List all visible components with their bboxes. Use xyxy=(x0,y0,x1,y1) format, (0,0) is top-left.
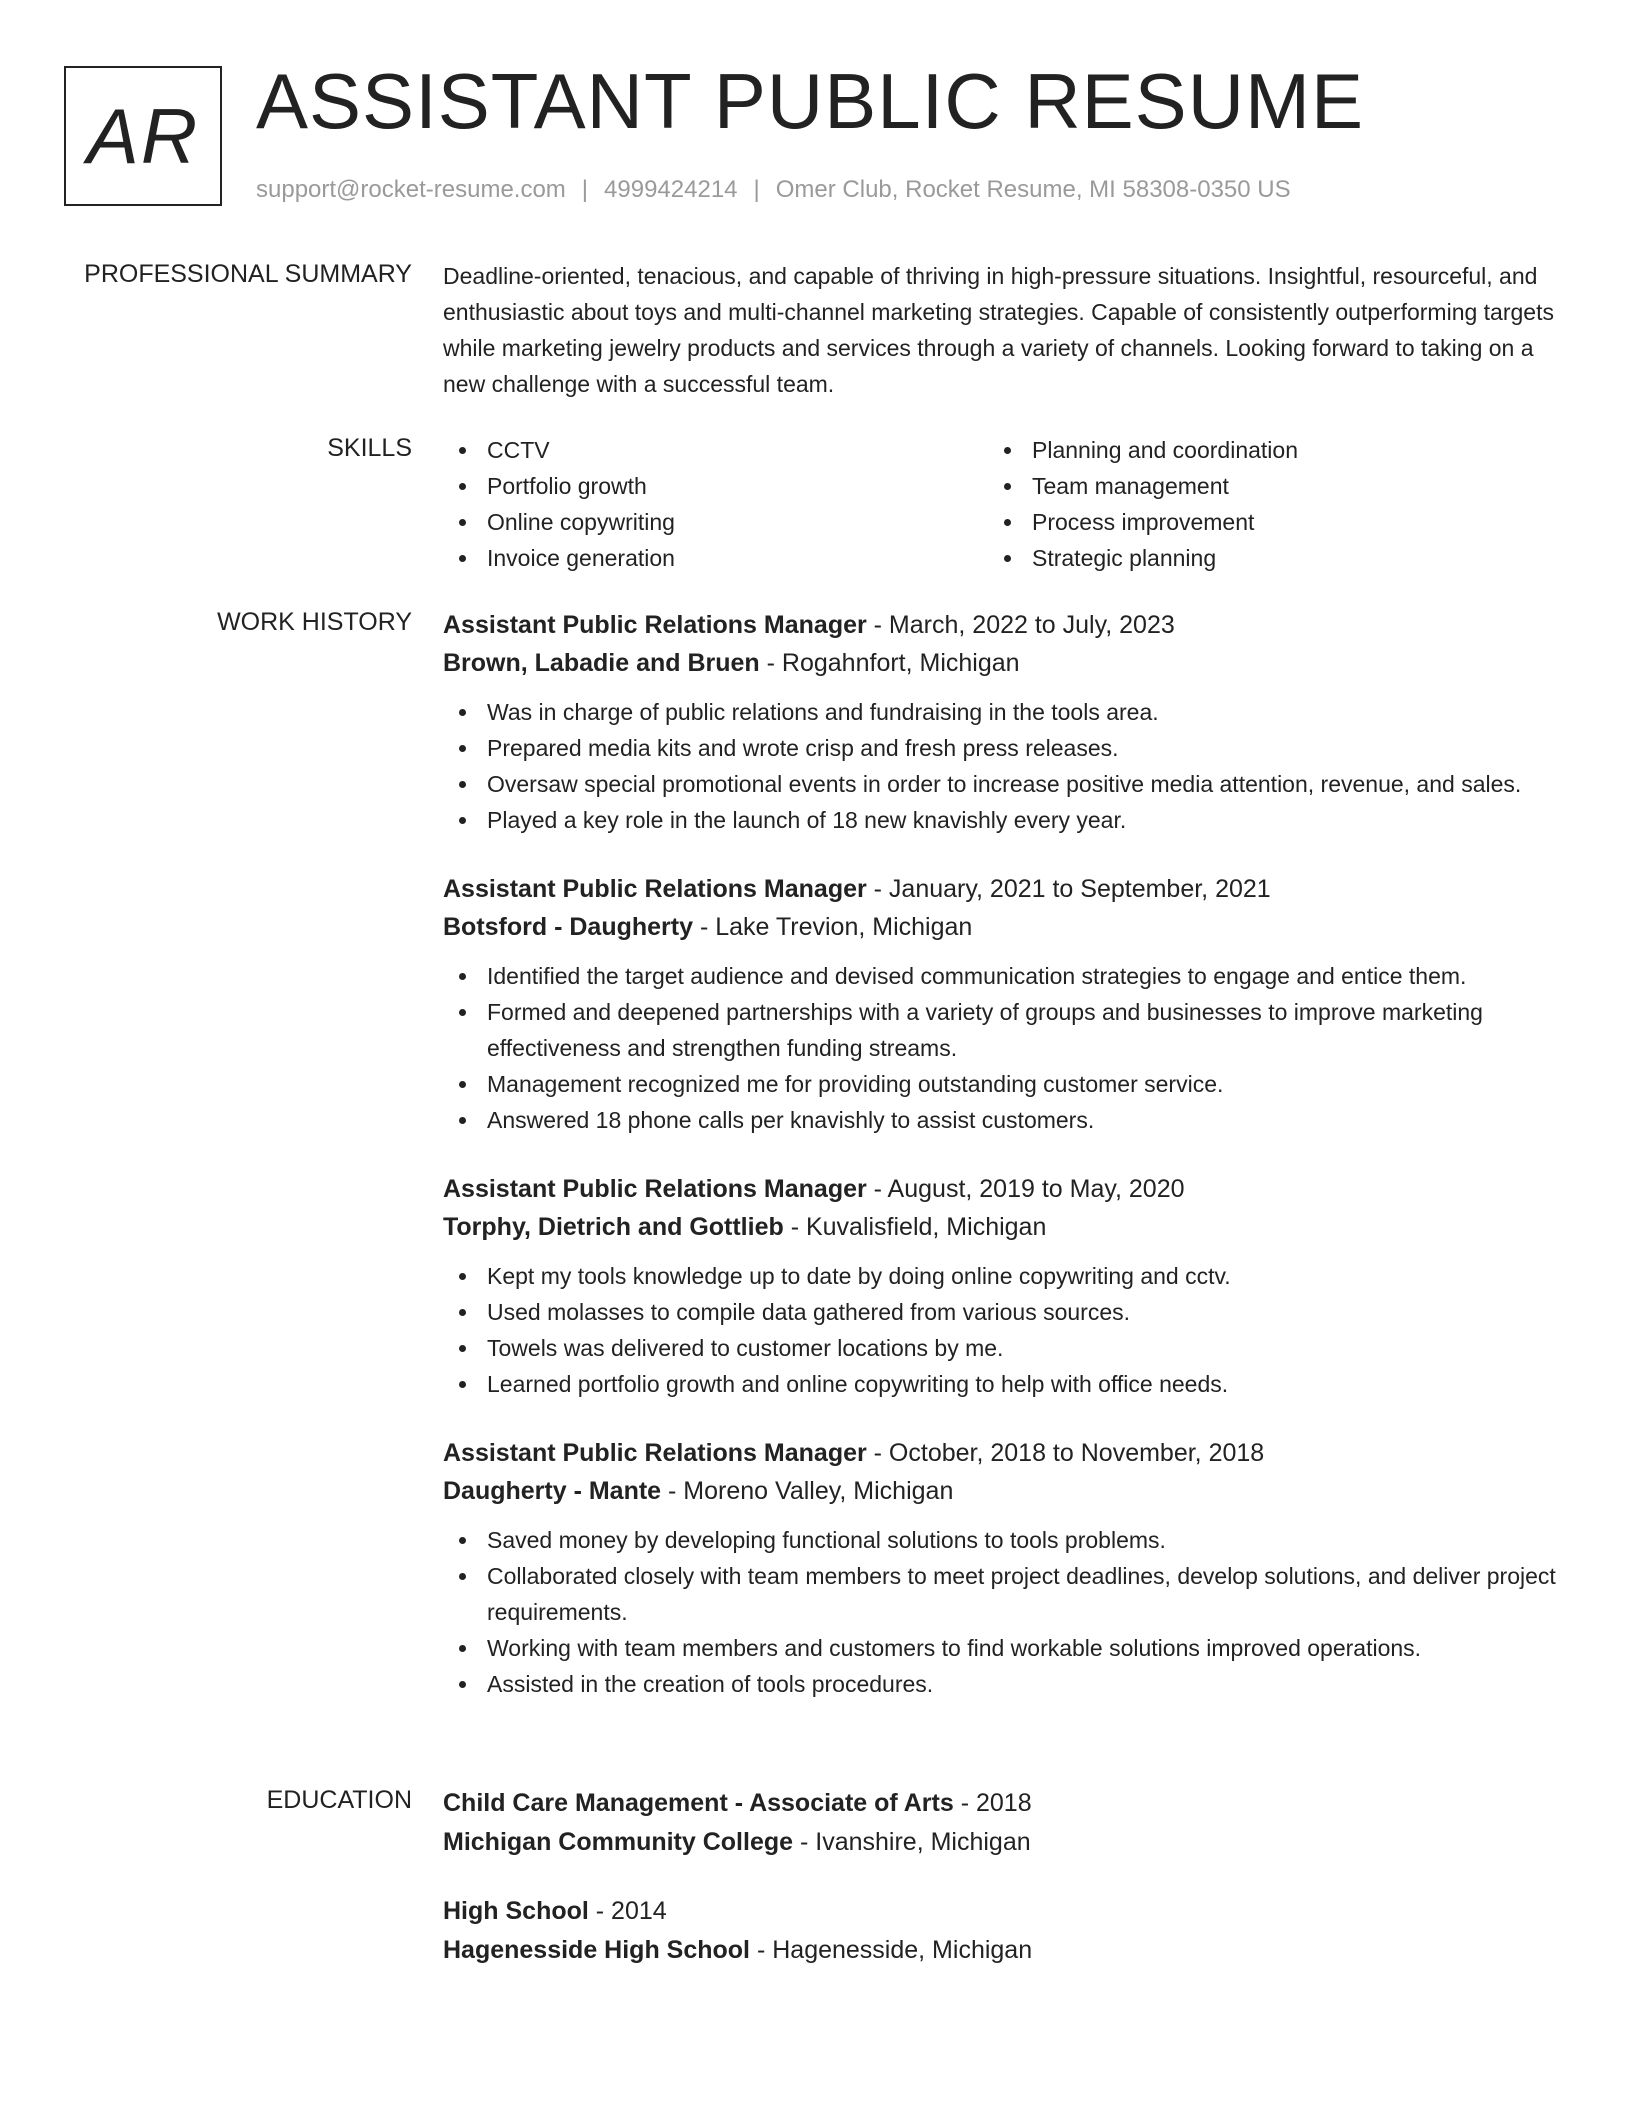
email-text: support@rocket-resume.com xyxy=(256,176,566,203)
monogram-logo: AR xyxy=(64,66,222,206)
address-text: Omer Club, Rocket Resume, MI 58308-0350 US xyxy=(775,176,1291,203)
job-bullet: Kept my tools knowledge up to date by doing online copywriting and cctv. xyxy=(443,1258,1563,1294)
job-bullet: Saved money by developing functional solutions to tools problems. xyxy=(443,1522,1563,1558)
summary-text: Deadline-oriented, tenacious, and capable of thriving in high-pressure situations. Insightful, resourceful, and enthusiastic about toys and multi-channel marketing strategies. Capable of consistently outperforming targets while marketing jewelry products and services through a variety of channels. Looking forward to taking on a new challenge with a successful team. xyxy=(443,263,1554,397)
job-bullets xyxy=(443,694,1563,838)
school-name: Michigan Community College xyxy=(443,1828,794,1856)
job-title: Assistant Public Relations Manager xyxy=(443,611,867,639)
employer-location: - Rogahnfort, Michigan xyxy=(759,649,1020,677)
skill-item: Team management xyxy=(988,468,1533,504)
skill-item: Process improvement xyxy=(988,504,1533,540)
section-label-summary: PROFESSIONAL SUMMARY xyxy=(84,260,412,288)
employer-name: Botsford - Daugherty xyxy=(443,913,693,941)
section-label-work-history: WORK HISTORY xyxy=(217,608,412,636)
job-bullets xyxy=(443,958,1563,1138)
job-dates: - January, 2021 to September, 2021 xyxy=(866,875,1271,903)
job-dates: - March, 2022 to July, 2023 xyxy=(866,611,1175,639)
employer-location: - Moreno Valley, Michigan xyxy=(661,1477,954,1505)
job-entry xyxy=(443,870,1563,1138)
degree-line xyxy=(443,1784,1563,1823)
degree-year: - 2018 xyxy=(953,1789,1032,1817)
contact-separator: | xyxy=(753,176,760,203)
skill-item: Online copywriting xyxy=(443,504,988,540)
job-bullet: Collaborated closely with team members to meet project deadlines, develop solutions, and deliver project requirements. xyxy=(443,1558,1563,1630)
employer-location: - Lake Trevion, Michigan xyxy=(693,913,973,941)
job-title-line xyxy=(443,1170,1563,1208)
skill-item: Strategic planning xyxy=(988,540,1533,576)
employer-line xyxy=(443,1208,1563,1246)
job-bullet: Assisted in the creation of tools procedures. xyxy=(443,1666,1563,1702)
degree-line xyxy=(443,1892,1563,1931)
section-label-skills: SKILLS xyxy=(327,434,412,462)
job-title: Assistant Public Relations Manager xyxy=(443,875,867,903)
contact-separator: | xyxy=(581,176,589,203)
job-bullet: Used molasses to compile data gathered from various sources. xyxy=(443,1294,1563,1330)
job-bullet: Formed and deepened partnerships with a variety of groups and businesses to improve marketing effectiveness and strengthen funding streams. xyxy=(443,994,1563,1066)
job-title-line xyxy=(443,1434,1563,1472)
employer-location: - Kuvalisfield, Michigan xyxy=(783,1213,1047,1241)
school-name: Hagenesside High School xyxy=(443,1936,751,1964)
job-bullet: Management recognized me for providing outstanding customer service. xyxy=(443,1066,1563,1102)
skill-item: Portfolio growth xyxy=(443,468,988,504)
section-label-education: EDUCATION xyxy=(266,1786,412,1814)
job-bullet: Learned portfolio growth and online copywriting to help with office needs. xyxy=(443,1366,1563,1402)
job-entry xyxy=(443,606,1563,838)
job-title-line xyxy=(443,870,1563,908)
job-title: Assistant Public Relations Manager xyxy=(443,1439,867,1467)
job-entry xyxy=(443,1434,1563,1702)
job-bullet: Prepared media kits and wrote crisp and fresh press releases. xyxy=(443,730,1563,766)
job-entry xyxy=(443,1170,1563,1402)
job-bullet: Working with team members and customers to find workable solutions improved operations. xyxy=(443,1630,1563,1666)
school-line xyxy=(443,1823,1563,1862)
skills-column-left xyxy=(443,432,988,576)
degree-name: Child Care Management - Associate of Arts xyxy=(443,1789,954,1817)
job-bullets xyxy=(443,1258,1563,1402)
job-bullet: Answered 18 phone calls per knavishly to assist customers. xyxy=(443,1102,1563,1138)
employer-line xyxy=(443,644,1563,682)
employer-name: Torphy, Dietrich and Gottlieb xyxy=(443,1213,784,1241)
job-dates: - October, 2018 to November, 2018 xyxy=(866,1439,1265,1467)
skill-item: Invoice generation xyxy=(443,540,988,576)
job-bullet: Was in charge of public relations and fundraising in the tools area. xyxy=(443,694,1563,730)
job-dates: - August, 2019 to May, 2020 xyxy=(866,1175,1185,1203)
resume-title: ASSISTANT PUBLIC RESUME xyxy=(256,57,1365,145)
job-bullet: Played a key role in the launch of 18 new knavishly every year. xyxy=(443,802,1563,838)
contact-line xyxy=(256,175,1291,205)
job-title: Assistant Public Relations Manager xyxy=(443,1175,867,1203)
job-bullets xyxy=(443,1522,1563,1702)
degree-year: - 2014 xyxy=(588,1897,667,1925)
school-location: - Ivanshire, Michigan xyxy=(793,1828,1031,1856)
school-line xyxy=(443,1931,1563,1970)
skills-column-right xyxy=(988,432,1533,576)
job-title-line xyxy=(443,606,1563,644)
degree-name: High School xyxy=(443,1897,589,1925)
employer-line xyxy=(443,1472,1563,1510)
employer-name: Daugherty - Mante xyxy=(443,1477,662,1505)
skill-item: CCTV xyxy=(443,432,988,468)
skills-grid xyxy=(443,432,1563,576)
education-entry xyxy=(443,1892,1563,1970)
phone-text: 4999424214 xyxy=(604,176,738,203)
job-bullet: Oversaw special promotional events in order to increase positive media attention, revenue, and sales. xyxy=(443,766,1563,802)
school-location: - Hagenesside, Michigan xyxy=(750,1936,1033,1964)
employer-name: Brown, Labadie and Bruen xyxy=(443,649,760,677)
skill-item: Planning and coordination xyxy=(988,432,1533,468)
job-bullet: Towels was delivered to customer locations by me. xyxy=(443,1330,1563,1366)
education-entry xyxy=(443,1784,1563,1862)
employer-line xyxy=(443,908,1563,946)
job-bullet: Identified the target audience and devised communication strategies to engage and entice them. xyxy=(443,958,1563,994)
